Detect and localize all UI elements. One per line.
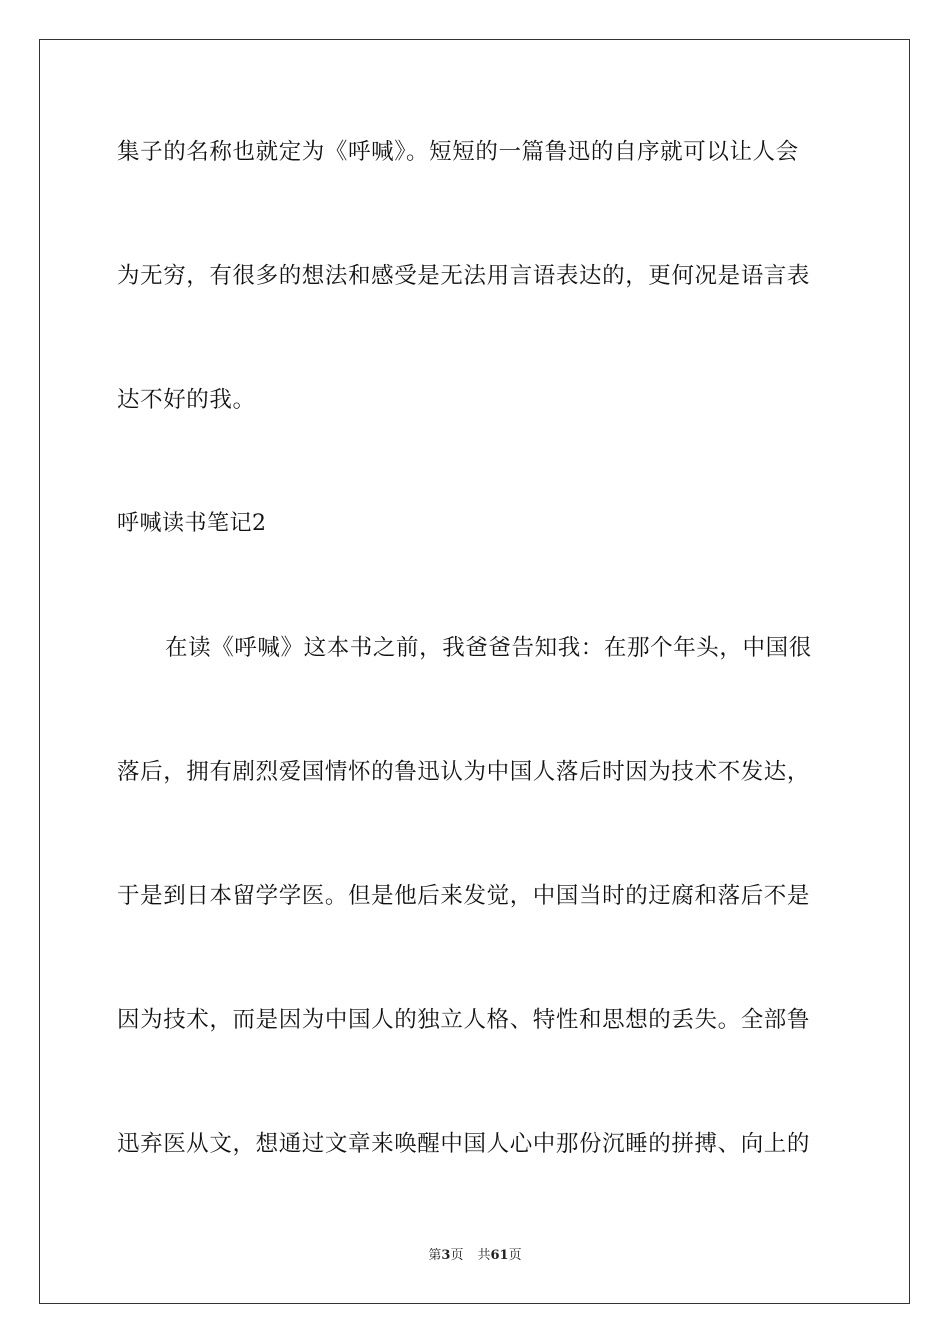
section-heading: 呼喊读书笔记2 — [117, 511, 267, 536]
page-number: 3 — [441, 1248, 451, 1263]
paragraph-first-line: 在读《呼喊》这本书之前，我爸爸告知我：在那个年头，中国很 — [165, 635, 812, 661]
total-pages: 61 — [490, 1248, 509, 1263]
page-border — [39, 39, 910, 1304]
body-text-line: 因为技术，而是因为中国人的独立人格、特性和思想的丢失。全部鲁 — [117, 1007, 811, 1033]
body-text-line: 集子的名称也就定为《呼喊》。短短的一篇鲁迅的自序就可以让人会 — [117, 139, 799, 165]
page-footer — [0, 1247, 950, 1265]
body-text-line: 为无穷，有很多的想法和感受是无法用言语表达的，更何况是语言表 — [117, 263, 811, 289]
page-suffix: 页 — [450, 1248, 464, 1263]
body-text-line: 迅弃医从文，想通过文章来唤醒中国人心中那份沉睡的拼搏、向上的 — [117, 1131, 811, 1157]
body-text-line: 于是到日本留学学医。但是他后来发觉，中国当时的迂腐和落后不是 — [117, 883, 811, 909]
total-prefix: 共 — [477, 1248, 491, 1263]
page-prefix: 第 — [428, 1248, 442, 1263]
body-text-line: 达不好的我。 — [117, 387, 256, 413]
body-text-line: 落后，拥有剧烈爱国情怀的鲁迅认为中国人落后时因为技术不发达， — [117, 759, 811, 785]
total-suffix: 页 — [508, 1248, 522, 1263]
